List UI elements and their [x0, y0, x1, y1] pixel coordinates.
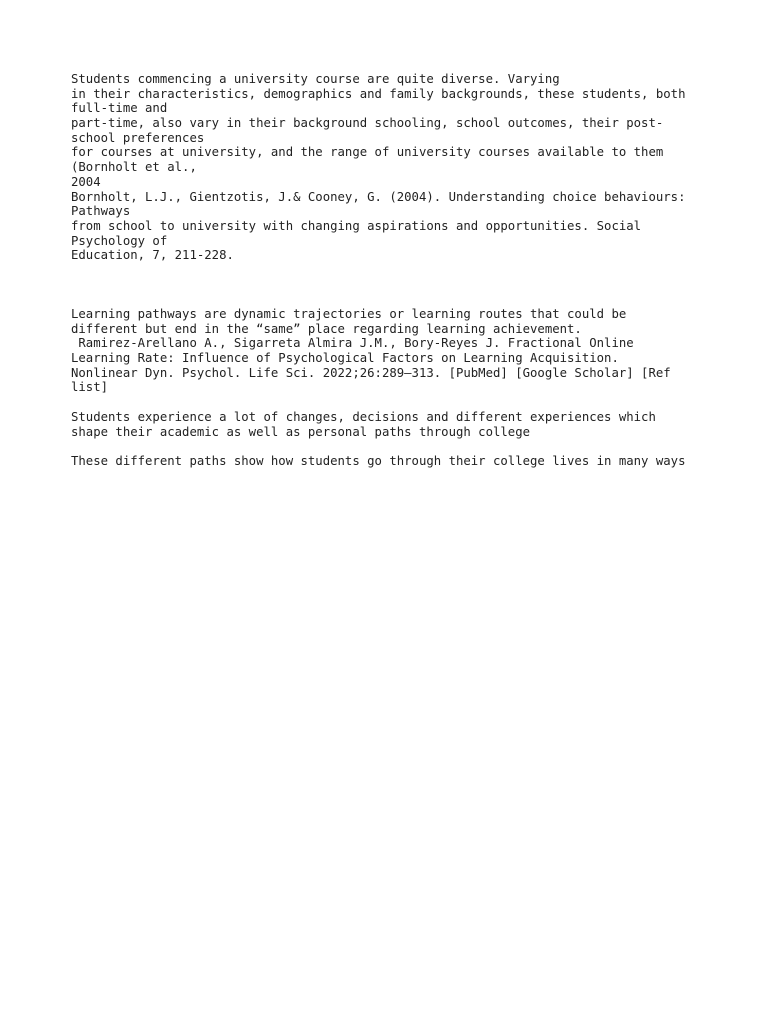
text-line: (Bornholt et al.,: [71, 160, 197, 175]
text-line: shape their academic as well as personal paths through college: [71, 424, 531, 439]
citation-line: Learning Rate: Influence of Psychological Factors on Learning Acquisition.: [71, 351, 619, 366]
citation-line: Psychology of: [71, 233, 168, 248]
citation-line: Education, 7, 211-228.: [71, 248, 234, 263]
citation-line: Nonlinear Dyn. Psychol. Life Sci. 2022;26:289–313. [PubMed] [Google Scholar] [Ref: [71, 365, 671, 380]
spacer: [71, 278, 731, 293]
text-line: part-time, also vary in their background schooling, school outcomes, their post-: [71, 116, 664, 131]
citation-line: Bornholt, L.J., Gientzotis, J.& Cooney, G. (2004). Understanding choice behaviours:: [71, 189, 686, 204]
paragraph-student-experience: [71, 410, 731, 439]
citation-line: list]: [71, 380, 109, 395]
text-line: in their characteristics, demographics and family backgrounds, these students, both: [71, 86, 686, 101]
text-line: Students commencing a university course are quite diverse. Varying: [71, 72, 560, 86]
spacer: [71, 292, 731, 307]
paragraph-different-paths: [71, 454, 731, 469]
text-line: Students experience a lot of changes, decisions and different experiences which: [71, 409, 656, 424]
text-line: Learning pathways are dynamic trajectories or learning routes that could be: [71, 307, 627, 321]
citation-line: Ramirez-Arellano A., Sigarreta Almira J.M., Bory-Reyes J. Fractional Online: [71, 336, 634, 351]
text-line: 2004: [71, 174, 101, 189]
spacer: [71, 395, 731, 410]
citation-line: Pathways: [71, 204, 131, 219]
spacer: [71, 263, 731, 278]
text-line: for courses at university, and the range of university courses available to them: [71, 145, 664, 160]
document-page: [71, 72, 731, 469]
text-line: full-time and: [71, 101, 168, 116]
citation-line: from school to university with changing aspirations and opportunities. Social: [71, 218, 642, 233]
spacer: [71, 439, 731, 454]
text-line: different but end in the “same” place regarding learning achievement.: [71, 321, 582, 336]
paragraph-student-diversity: [71, 72, 731, 263]
text-line: school preferences: [71, 130, 205, 145]
text-line: These different paths show how students go through their college lives in many ways: [71, 453, 686, 468]
paragraph-learning-pathways: [71, 307, 731, 395]
